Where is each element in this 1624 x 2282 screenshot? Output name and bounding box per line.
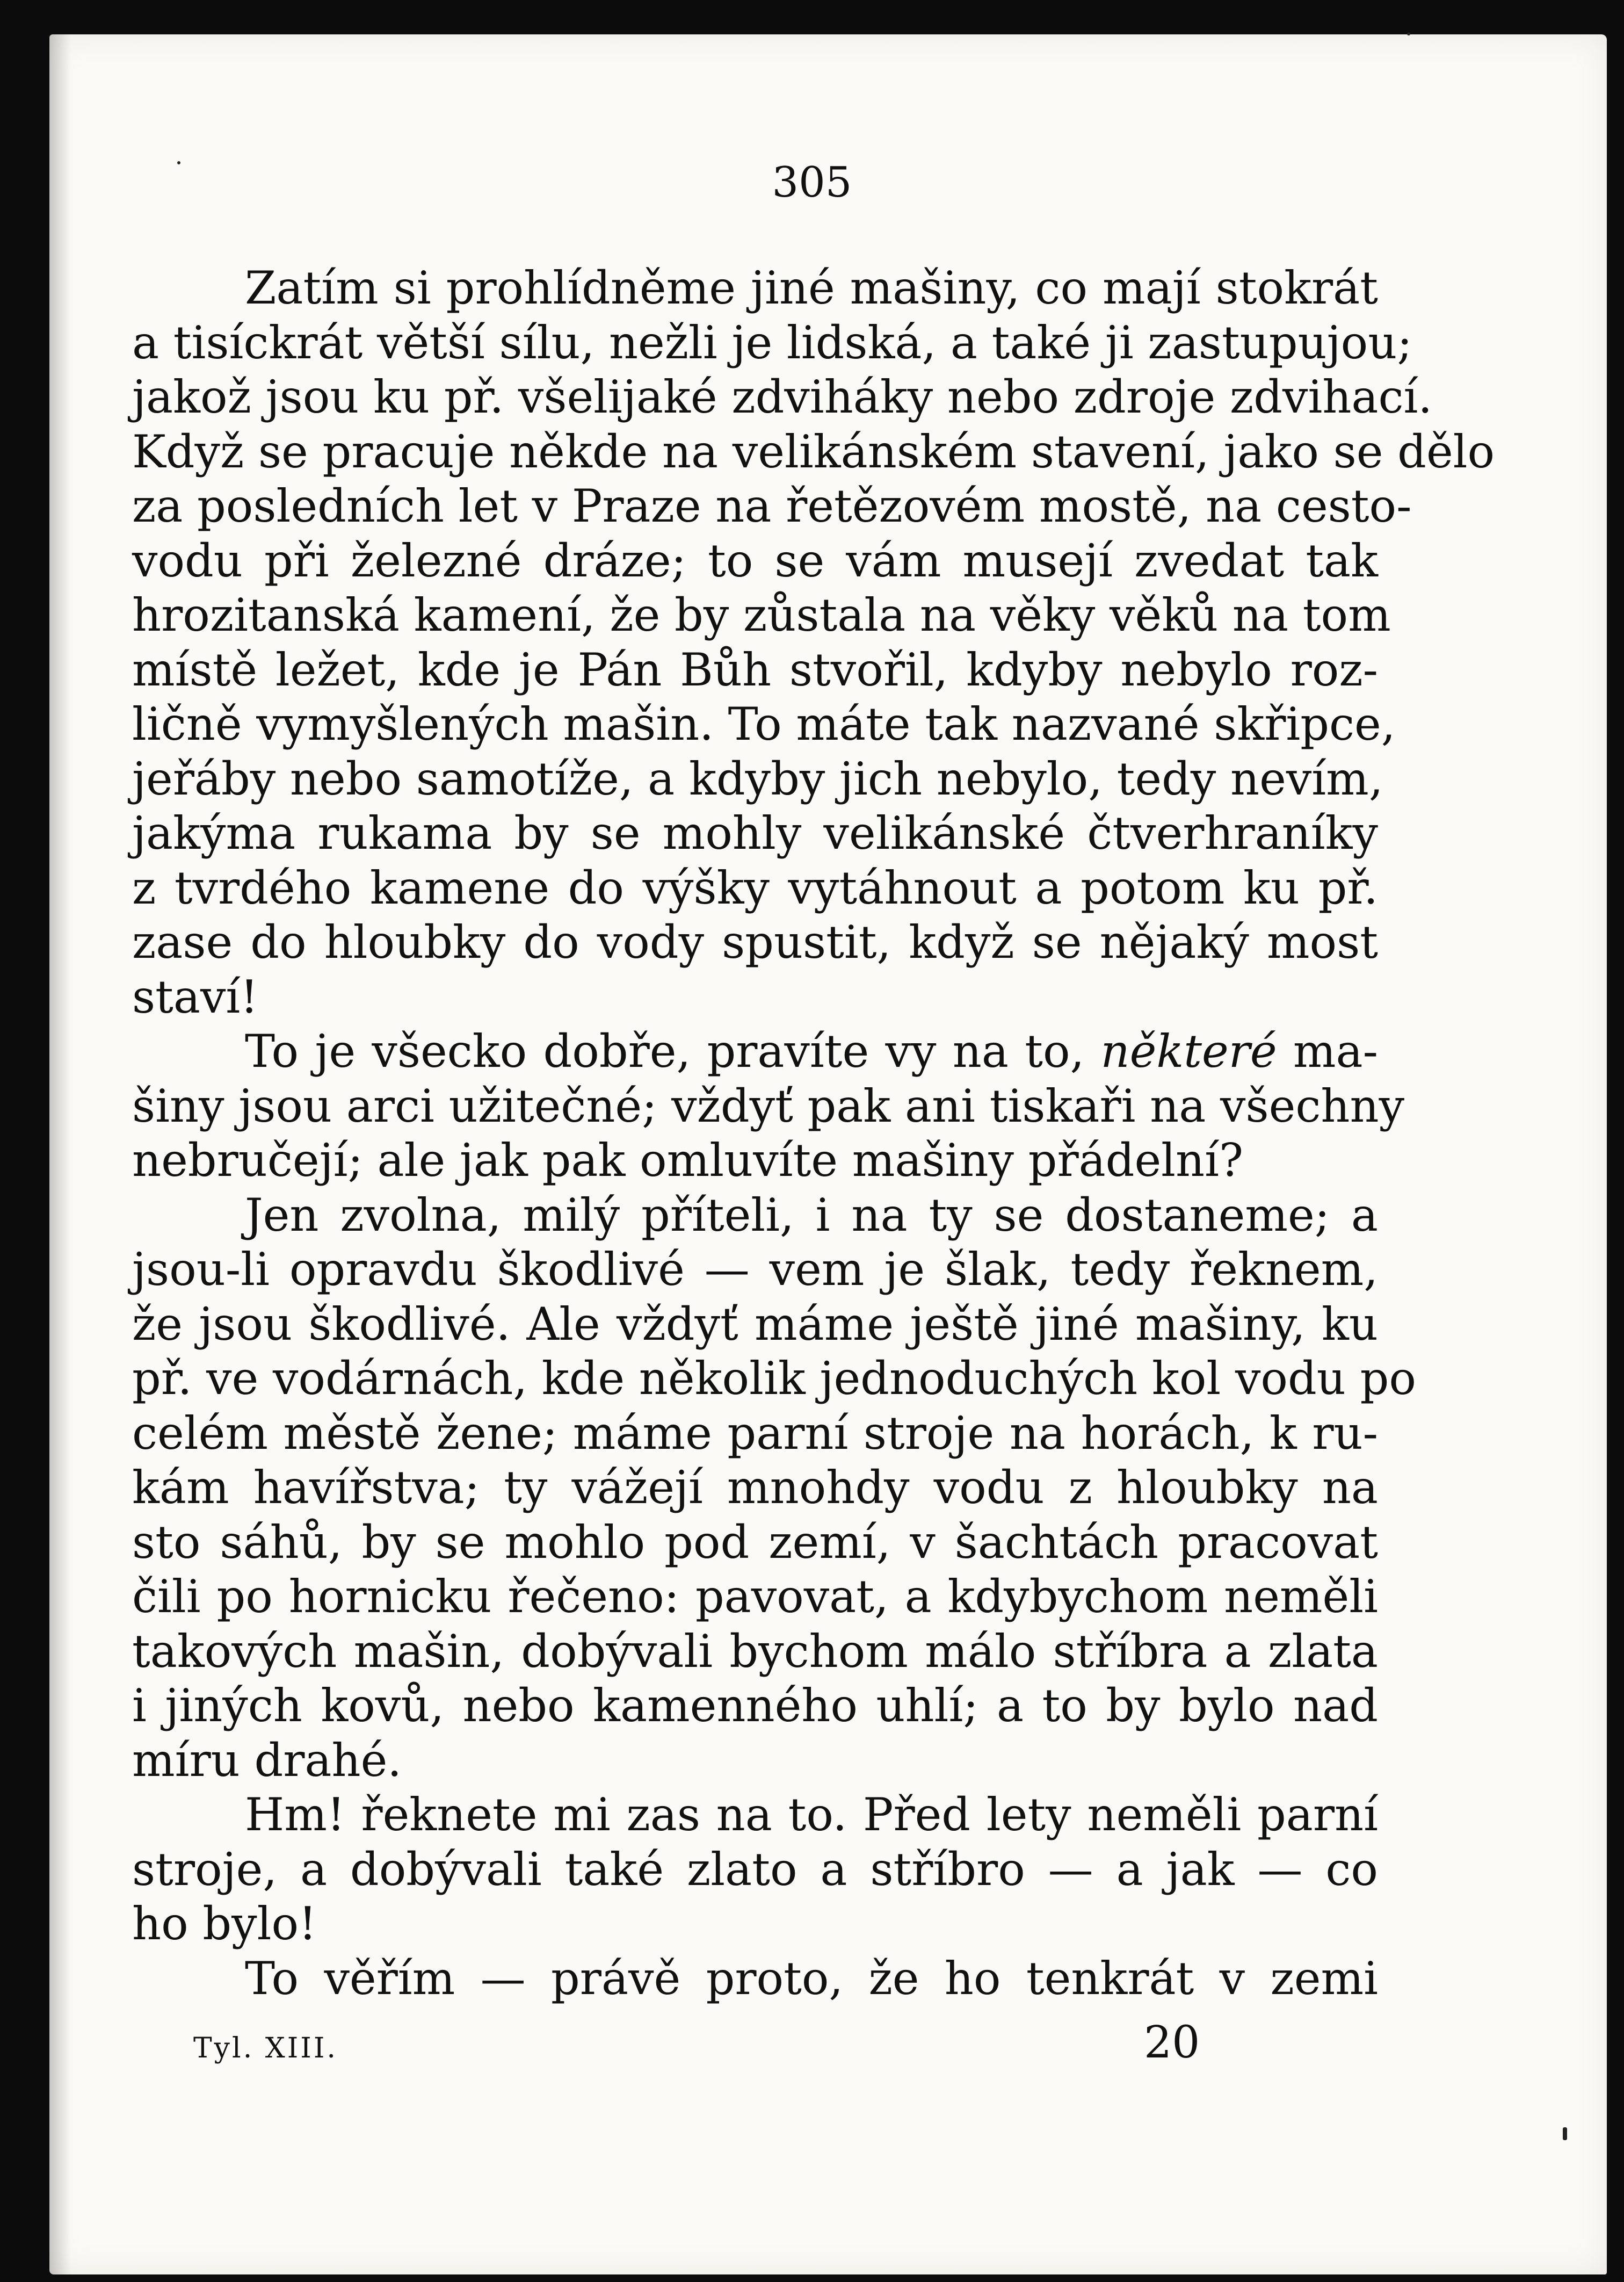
- page-footer: [0, 2017, 1624, 2076]
- page-number: 305: [772, 158, 852, 207]
- text-line: Hm! řeknete mi zas na to. Před lety neměli parní: [245, 1788, 1378, 1841]
- text-line: zase do hloubky do vody spustit, když se nějaký most: [132, 916, 1378, 969]
- scan-speck: [1563, 2127, 1567, 2140]
- body-text: [132, 261, 1495, 2006]
- text-line-part: To je všecko dobře, pravíte vy na to,: [245, 1025, 1101, 1078]
- emphasized-word: některé: [1100, 1025, 1277, 1078]
- text-line: Jen zvolna, milý příteli, i na ty se dostaneme; a: [245, 1188, 1378, 1241]
- text-line: [132, 1024, 1378, 1079]
- text-line: hrozitanská kamení, že by zůstala na věky věků na tom: [132, 589, 1391, 641]
- text-line: místě ležet, kde je Pán Bůh stvořil, kdyby nebylo roz-: [132, 643, 1378, 696]
- scan-speck: [177, 161, 180, 164]
- text-line: Když se pracuje někde na velikánském stavení, jako se dělo: [132, 425, 1495, 478]
- text-line: sto sáhů, by se mohlo pod zemí, v šachtách pracovat: [132, 1515, 1378, 1569]
- text-line: a tisíckrát větší sílu, nežli je lidská, a také ji zastupujou;: [132, 316, 1412, 369]
- text-line: jakýma rukama by se mohly velikánské čtverhraníky: [132, 807, 1378, 860]
- text-line: Zatím si prohlídněme jiné mašiny, co mají stokrát: [245, 262, 1378, 314]
- text-line: ličně vymyšlených mašin. To máte tak nazvané skřipce,: [132, 698, 1396, 750]
- text-line: jsou-li opravdu škodlivé — vem je šlak, tedy řeknem,: [132, 1243, 1378, 1296]
- text-line: jeřáby nebo samotíže, a kdyby jich nebylo, tedy nevím,: [132, 752, 1383, 805]
- text-line: že jsou škodlivé. Ale vždyť máme ještě jiné mašiny, ku: [132, 1297, 1378, 1351]
- text-line: To věřím — právě proto, že ho tenkrát v zemi: [245, 1952, 1378, 2005]
- text-line: za posledních let v Praze na řetězovém mostě, na cesto-: [132, 480, 1412, 532]
- text-line: celém městě žene; máme parní stroje na horách, k ru-: [132, 1406, 1378, 1460]
- text-line: z tvrdého kamene do výšky vytáhnout a potom ku př.: [132, 861, 1378, 914]
- text-line: př. ve vodárnách, kde několik jednoduchých kol vodu po: [132, 1352, 1416, 1405]
- text-line: šiny jsou arci užitečné; vždyť pak ani tiskaři na všechny: [132, 1079, 1405, 1132]
- signature-mark: Tyl. XIII.: [193, 2032, 338, 2064]
- signature-number: 20: [1144, 2017, 1200, 2068]
- text-line: staví!: [132, 970, 259, 1023]
- text-line: takových mašin, dobývali bychom málo stříbra a zlata: [132, 1624, 1378, 1678]
- gutter-shadow: [49, 34, 71, 2274]
- text-line-part: ma-: [1277, 1025, 1378, 1078]
- text-line: čili po hornicku řečeno: pavovat, a kdybychom neměli: [132, 1570, 1378, 1623]
- scan-speck: [1407, 32, 1410, 35]
- text-line: kám havířstva; ty vážejí mnohdy vodu z hloubky na: [132, 1461, 1378, 1514]
- text-line: jakož jsou ku př. všelijaké zdviháky nebo zdroje zdvihací.: [132, 371, 1433, 423]
- text-line: nebručejí; ale jak pak omluvíte mašiny přádelní?: [132, 1134, 1244, 1187]
- text-line: vodu při železné dráze; to se vám musejí zvedat tak: [132, 534, 1378, 587]
- text-line: ho bylo!: [132, 1897, 317, 1950]
- text-line: stroje, a dobývali také zlato a stříbro — a jak — co: [132, 1843, 1378, 1896]
- text-line: i jiných kovů, nebo kamenného uhlí; a to by bylo nad: [132, 1679, 1378, 1732]
- text-line: míru drahé.: [132, 1734, 402, 1787]
